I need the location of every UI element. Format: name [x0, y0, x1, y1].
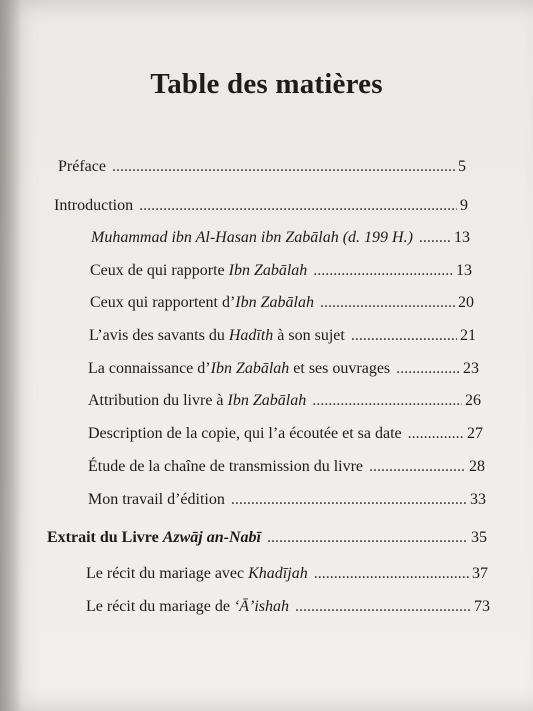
toc-entry-connaissance — [88, 360, 479, 378]
dot-leader — [295, 598, 471, 616]
toc-entry-label: Ceux de qui rapporte Ibn Zabālah — [90, 262, 308, 279]
toc-page-number: 23 — [463, 360, 479, 377]
toc-entry-extrait — [47, 529, 487, 547]
dot-leader — [312, 392, 462, 410]
dot-leader — [313, 262, 453, 280]
toc-entry-italic: ‘Ā’ishah — [233, 598, 290, 615]
toc-entry-muhammad — [91, 229, 470, 247]
dot-leader — [314, 565, 469, 583]
toc-page-number: 21 — [460, 327, 476, 344]
toc-entry-description — [88, 425, 483, 443]
dot-leader — [369, 458, 466, 476]
toc-entry-italic: Hadīth — [228, 327, 274, 344]
toc-page-number: 5 — [458, 158, 466, 175]
toc-page-number: 27 — [467, 425, 483, 442]
toc-page-number: 13 — [456, 262, 472, 279]
toc-entry-label: Ceux qui rapportent d’Ibn Zabālah — [90, 294, 314, 311]
toc-entry-recit-khadijah — [86, 565, 488, 583]
toc-entry-label: Le récit du mariage de ‘Ā’ishah — [86, 598, 290, 615]
toc-page-number: 20 — [458, 294, 474, 311]
toc-entry-label: L’avis des savants du Hadīth à son sujet — [89, 327, 345, 344]
toc-entry-label: Introduction — [54, 197, 134, 214]
toc-entry-label: Description de la copie, qui l’a écoutée et sa date — [88, 425, 402, 442]
toc-entry-travail — [88, 491, 486, 509]
dot-leader — [408, 425, 464, 443]
dot-leader — [396, 360, 460, 378]
toc-entry-etude — [88, 458, 485, 476]
page-gutter-shadow — [0, 0, 22, 711]
toc-entry-label: La connaissance d’Ibn Zabālah et ses ouvrages — [88, 360, 391, 377]
toc-entry-label — [91, 229, 413, 247]
toc-entry-italic: Azwāj an-Nabī — [162, 529, 261, 546]
toc-page-number: 28 — [469, 458, 485, 475]
toc-entry-italic: Ibn Zabālah — [235, 294, 314, 311]
toc-page-number: 33 — [470, 491, 486, 508]
toc-entry-italic: Muhammad ibn Al-Hasan ibn Zabālah (d. 199 H.) — [91, 229, 413, 246]
toc-page-number: 35 — [471, 529, 487, 546]
toc-entry-label: Le récit du mariage avec Khadījah — [86, 565, 308, 582]
toc-entry-italic: Ibn Zabālah — [227, 392, 307, 409]
dot-leader — [351, 327, 457, 345]
toc-entry-preface — [58, 158, 466, 176]
toc-entry-label: Attribution du livre à Ibn Zabālah — [88, 392, 307, 409]
dot-leader — [419, 229, 451, 247]
toc-page-number: 73 — [474, 598, 490, 615]
toc-entry-ceux-de-qui — [90, 262, 472, 280]
toc-page-number: 37 — [472, 565, 488, 582]
toc-page-number: 9 — [460, 197, 468, 214]
toc-entry-label: Extrait du Livre Azwāj an-Nabī — [47, 529, 261, 546]
toc-entry-label: Étude de la chaîne de transmission du livre — [88, 458, 364, 475]
toc-entry-introduction — [54, 197, 468, 215]
dot-leader — [231, 491, 467, 509]
toc-entry-ceux-qui — [90, 294, 474, 312]
page-title: Table des matières — [150, 68, 383, 100]
toc-entry-italic: Ibn Zabālah — [228, 262, 308, 279]
toc-entry-avis-savants — [89, 327, 476, 345]
toc-entry-italic: Khadījah — [248, 565, 308, 582]
toc-entry-label: Mon travail d’édition — [88, 491, 225, 508]
dot-leader — [267, 529, 468, 547]
dot-leader — [112, 158, 455, 176]
toc-page-number: 13 — [454, 229, 470, 246]
toc-entry-attribution — [88, 392, 481, 410]
toc-entry-recit-aishah — [86, 598, 490, 616]
toc-entry-italic: Ibn Zabālah — [210, 360, 290, 377]
dot-leader — [320, 294, 455, 312]
toc-page-number: 26 — [465, 392, 481, 409]
dot-leader — [139, 197, 457, 215]
toc-entry-label: Préface — [58, 158, 106, 175]
